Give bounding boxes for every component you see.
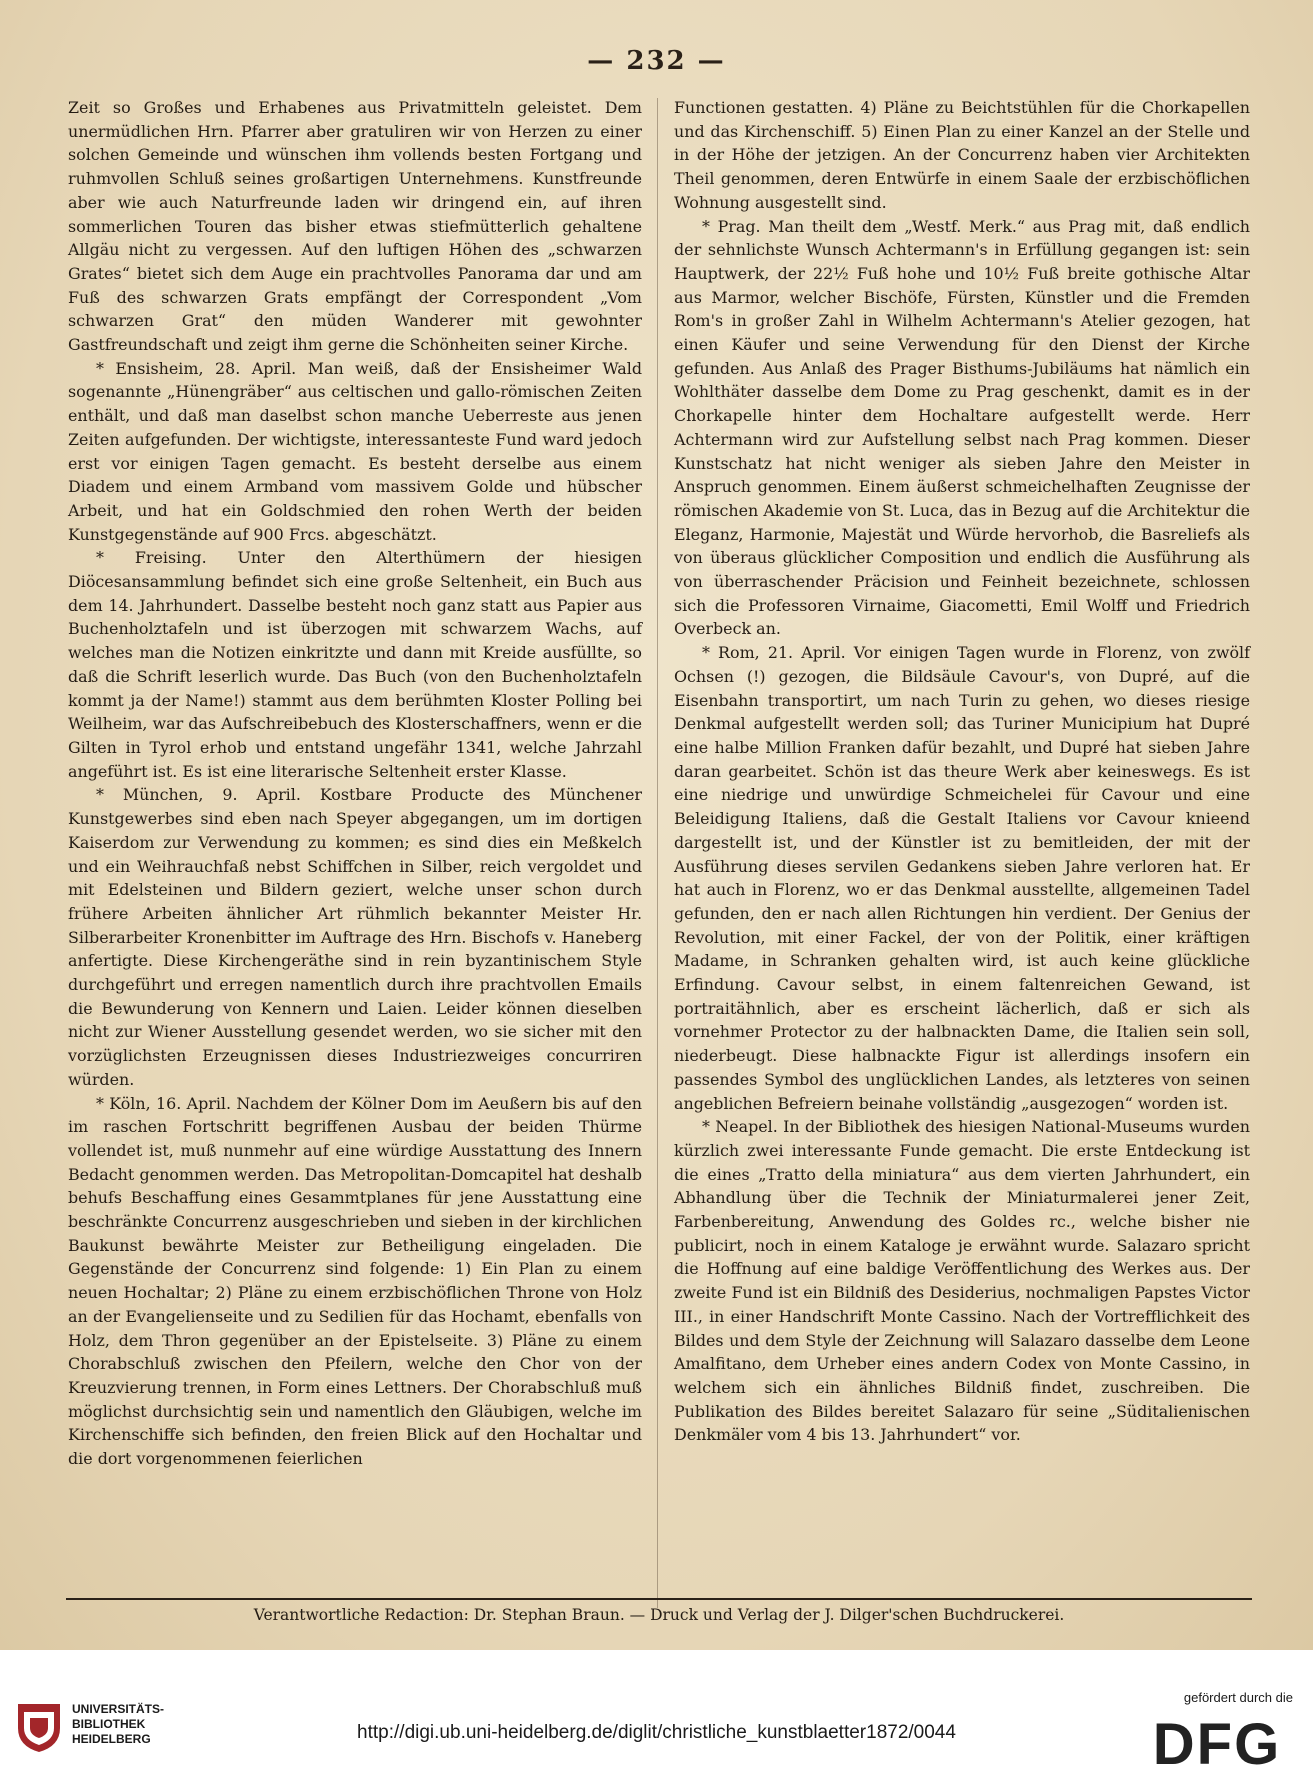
dfg-logo-icon: [1141, 1712, 1293, 1772]
viewer-footer: [0, 1650, 1313, 1784]
funding-label: gefördert durch die: [1183, 1690, 1293, 1705]
paragraph: Functionen gestatten. 4) Pläne zu Beichtstühlen für die Chorkapellen und das Kirchenschiff. 5) Einen Plan zu einer Kanzel an der Stelle und in der Höhe der jetzigen. An der Concurrenz haben vier Architekten Theil genommen, deren Entwürfe in einem Saale der erzbischöflichen Wohnung ausgestellt sind.: [674, 98, 1250, 212]
paragraph: * Prag. Man theilt dem „Westf. Merk.“ aus Prag mit, daß endlich der sehnlichste Wunsch Achtermann's in Erfüllung gegangen ist: sein Hauptwerk, der 22½ Fuß hohe und 10½ Fuß breite gothische Altar aus Marmor, welcher Bischöfe, Fürsten, Künstler und die Fremden Rom's in großer Zahl in Wilhelm Achtermann's Atelier gezogen, hat einen Käufer und seine Verwendung für den Dienst der Kirche gefunden. Aus Anlaß des Prager Bisthums-Jubiläums hat nämlich ein Wohlthäter dasselbe dem Dome zu Prag geschenkt, damit es in der Chorkapelle hinter dem Hochaltare aufgestellt werde. Herr Achtermann wird zur Aufstellung selbst nach Prag kommen. Dieser Kunstschatz hat nicht weniger als sieben Jahre den Meister in Anspruch genommen. Einem äußerst schmeichelhaften Zeugnisse der römischen Akademie von St. Luca, das in Bezug auf die Architektur die Eleganz, Harmonie, Majestät und Würde hervorhob, die Basreliefs als von überaus glücklicher Composition und endlich die Ausführung als von überraschender Präcision und Feinheit bezeichnete, schlossen sich die Professoren Virnaime, Giacometti, Emil Wolff und Friedrich Overbeck an.: [674, 216, 1250, 639]
paragraph: * Ensisheim, 28. April. Man weiß, daß der Ensisheimer Wald sogenannte „Hünengräber“ aus celtischen und gallo-römischen Zeiten enthält, und daß man daselbst schon manche Ueberreste aus jenen Zeiten aufgefunden. Der wichtigste, interessanteste Fund ward jedoch erst vor einigen Tagen gemacht. Es besteht derselbe aus einem Diadem und einem Armband vom massivem Golde und hübscher Arbeit, und hat ein Goldschmied den rohen Werth der beiden Kunstgegenstände auf 900 Frcs. abgeschätzt.: [68, 358, 642, 544]
paragraph: * Köln, 16. April. Nachdem der Kölner Dom im Aeußern bis auf den im raschen Fortschritt begriffenen Ausbau der beiden Thürme vollendet ist, muß nunmehr auf eine würdige Ausstattung des Innern Bedacht genommen werden. Das Metropolitan-Domcapitel hat deshalb behufs Beschaffung eines Gesammtplanes für jene Ausstattung eine beschränkte Concurrenz ausgeschrieben und sieben in der kirchlichen Baukunst bewährte Meister zur Betheiligung eingeladen. Die Gegenstände der Concurrenz sind folgende: 1) Ein Plan zu einem neuen Hochaltar; 2) Pläne zu einem erzbischöflichen Throne von Holz an der Evangelienseite und zu Sedilien für das Hochamt, ebenfalls von Holz, dem Thron gegenüber an der Epistelseite. 3) Pläne zu einem Chorabschluß zwischen den Pfeilern, welche den Chor von der Kreuzvierung trennen, in Form eines Lettners. Der Chorabschluß muß möglichst durchsichtig sein und namentlich den Gläubigen, welche im Kirchenschiffe sich befinden, den freien Blick auf den Hochaltar und die dort vorgenommenen feierlichen: [68, 1093, 642, 1469]
paragraph: * Freising. Unter den Alterthümern der hiesigen Diöcesansammlung befindet sich eine große Seltenheit, ein Buch aus dem 14. Jahrhundert. Dasselbe besteht noch ganz statt aus Papier aus Buchenholztafeln und ist überzogen mit schwarzem Wachs, auf welches man die Notizen einkritzte und dann mit Kreide ausfüllte, so daß die Schrift leserlich wurde. Das Buch (von den Buchenholztafeln kommt ja der Name!) stammt aus dem berühmten Kloster Polling bei Weilheim, war das Aufschreibebuch des Klosterschaffners, wenn er die Gilten in Tyrol erhob und entstand ungefähr 1341, welche Jahrzahl angeführt ist. Es ist eine literarische Seltenheit erster Klasse.: [68, 548, 642, 781]
svg-text:DFG: DFG: [1152, 1712, 1282, 1772]
library-name: UNIVERSITÄTS- BIBLIOTHEK HEIDELBERG: [72, 1702, 165, 1746]
paragraph: * München, 9. April. Kostbare Producte des Münchener Kunstgewerbes sind eben nach Speyer abgegangen, um im dortigen Kaiserdom zur Verwendung zu kommen; es sind dies ein Meßkelch und ein Weihrauchfaß nebst Schiffchen in Silber, reich vergoldet und mit Edelsteinen und Bildern geziert, welche unser schon durch frühere Arbeiten ähnlicher Art rühmlich bekannter Meister Hr. Silberarbeiter Kronenbitter im Auftrage des Hrn. Bischofs v. Haneberg anfertigte. Diese Kirchengeräthe sind in rein byzantinischem Style durchgeführt und erregen namentlich durch ihre prachtvollen Emails die Bewunderung von Kennern und Laien. Leider können dieselben nicht zur Wiener Ausstellung gesendet werden, wo sie sicher mit den vorzüglichsten Erzeugnissen dieses Industriezweiges concurriren würden.: [68, 785, 642, 1089]
column-divider: [657, 98, 658, 1608]
footer-rule: [66, 1598, 1252, 1600]
page-number: — 232 —: [587, 46, 726, 76]
paragraph: * Neapel. In der Bibliothek des hiesigen National-Museums wurden kürzlich zwei interessante Funde gemacht. Die erste Entdeckung ist die eines „Tratto della miniatura“ aus dem vierten Jahrhundert, ein Abhandlung über die Technik der Miniaturmalerei jener Zeit, Farbenbereitung, Anwendung des Goldes rc., welche bisher nie publicirt, noch in einem Kataloge je erwähnt wurde. Salazaro spricht die Hoffnung auf eine baldige Veröffentlichung des Werkes aus. Der zweite Fund ist ein Bildniß des Desiderius, nochmaligen Papstes Victor III., in einer Handschrift Monte Cassino. Nach der Vortrefflichkeit des Bildes und dem Style der Zeichnung will Salazaro dasselbe dem Leone Amalfitano, dem Urheber eines andern Codex von Monte Cassino, in welchem sich ein ähnliches Bildniß findet, zuschreiben. Die Publikation des Bildes bereitet Salazaro für seine „Süditalienischen Denkmäler vom 4 bis 13. Jahrhundert“ vor.: [674, 1117, 1250, 1445]
left-column: [68, 96, 642, 1471]
source-url-link[interactable]: http://digi.ub.uni-heidelberg.de/diglit/christliche_kunstblaetter1872/0044: [357, 1722, 956, 1743]
right-column: [674, 96, 1250, 1447]
paragraph: * Rom, 21. April. Vor einigen Tagen wurde in Florenz, von zwölf Ochsen (!) gezogen, die Bildsäule Cavour's, von Dupré, auf die Eisenbahn transportirt, um nach Turin zu gehen, wo dieses riesige Denkmal aufgestellt werden soll; das Turiner Municipium hat Dupré eine halbe Million Franken dafür bezahlt, und Dupré hat sieben Jahre daran gearbeitet. Schön ist das theure Werk aber keineswegs. Es ist eine niedrige und unwürdige Schmeichelei für Cavour und eine Beleidigung Italiens, daß die Gestalt Italiens vor Cavour knieend dargestellt ist, und der Künstler ist zu bemitleiden, der mit der Ausführung dieses servilen Gedankens sieben Jahre verloren hat. Er hat auch in Florenz, wo er das Denkmal ausstellte, allgemeinen Tadel gefunden, den er nach allen Richtungen hin verdient. Der Genius der Revolution, mit einer Fackel, der von der Politik, einer kräftigen Madame, in Schranken gehalten wird, ist auch keine glückliche Erfindung. Cavour selbst, in einem faltenreichen Gewand, ist portraitähnlich, aber es erscheint lächerlich, daß er sich als vornehmer Protector zu der halbnackten Dame, die Italien sein soll, niederbeugt. Diese halbnackte Figur ist allerdings insofern ein passendes Symbol des unglücklichen Landes, als letzteres von seinen angeblichen Befreiern beinahe vollständig „ausgezogen“ worden ist.: [674, 643, 1250, 1113]
imprint-line: Verantwortliche Redaction: Dr. Stephan Braun. — Druck und Verlag der J. Dilger'schen Buchdruckerei.: [253, 1606, 1065, 1624]
paragraph: Zeit so Großes und Erhabenes aus Privatmitteln geleistet. Dem unermüdlichen Hrn. Pfarrer aber gratuliren wir von Herzen zu einer solchen Gemeinde und wünschen ihm vollends besten Fortgang und ruhmvollen Schluß seines großartigen Unternehmens. Kunstfreunde aber wie auch Naturfreunde laden wir dringend ein, auf ihren sommerlichen Touren das bisher etwas stiefmütterlich gehaltene Allgäu nicht zu vergessen. Auf den luftigen Höhen des „schwarzen Grates“ bietet sich dem Auge ein prachtvolles Panorama dar und am Fuß des schwarzen Grats empfängt der Correspondent „Vom schwarzen Grat“ den müden Wanderer mit gewohnter Gastfreundschaft und zeigt ihm gerne die Schönheiten seiner Kirche.: [68, 98, 642, 355]
